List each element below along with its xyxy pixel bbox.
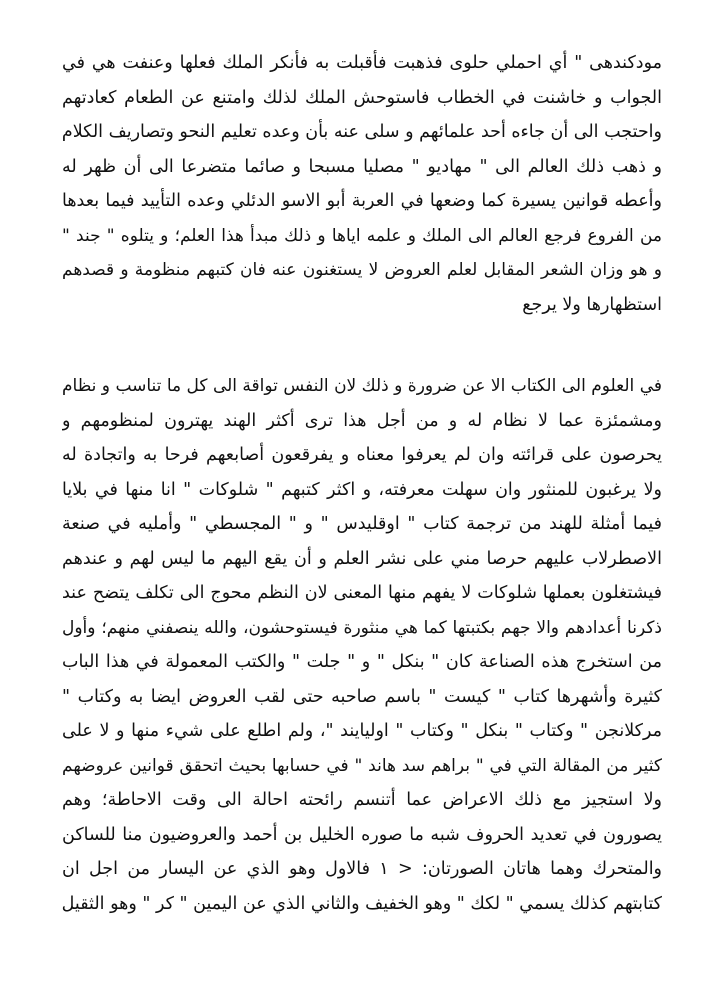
text-line: ولا يرغبون للمنثور وان سهلت معرفته، و اكثر كتبهم " شلوكات " انا منها في بلايا (62, 479, 662, 500)
text-line: و ذهب ذلك العالم الى " مهاديو " مصليا مسبحا و صائما متضرعا الى أن ظهر له (62, 156, 662, 177)
text-line: في العلوم الى الكتاب الا عن ضرورة و ذلك لان النفس تواقة الى كل ما تناسب و نظام (62, 376, 662, 396)
paragraph-2 (62, 369, 662, 921)
text-line: فيشتغلون بعملها شلوكات لا يفهم منها المعنى لان النظم محوج الى تكلف يتضح عند (62, 583, 662, 603)
text-line: من الفروع فرجع العالم الى الملك و علمه اياها و ذلك مبدأ هذا العلم؛ و يتلوه " جند " (62, 225, 662, 246)
text-line: ولا استجيز مع ذلك الاعراض عما أتنسم رائحته احالة الى وقت الاحاطة؛ وهم (62, 790, 662, 810)
text-line: كثيرة وأشهرها كتاب " كيست " باسم صاحبه حتى لقب العروض ايضا به وكتاب " (62, 686, 662, 707)
text-line: يصورون في تعديد الحروف شبه ما صوره الخليل بن أحمد والعروضيون منا للساكن (62, 824, 662, 845)
text-line: والمتحرك وهما هاتان الصورتان: < ١ فالاول وهو الذي عن اليسار من اجل ان (62, 859, 662, 879)
text-line: فيما أمثلة للهند من ترجمة كتاب " اوقليدس " و " المجسطي " وأمليه في صنعة (62, 514, 662, 534)
text-line: كتابتهم كذلك يسمي " لكك " وهو الخفيف والثاني الذي عن اليمين " كر " وهو الثقيل (62, 893, 662, 914)
text-line: الاصطرلاب عليهم حرصا مني على نشر العلم و أن يقع اليهم ما ليس لهم و عندهم (62, 548, 662, 569)
text-line: الجواب و خاشنت في الخطاب فاستوحش الملك لذلك وامتنع عن الطعام كعادتهم (62, 87, 662, 108)
text-line: يحرصون على قرائته وان لم يعرفوا معناه و يفرقعون أصابعهم فرحا به واتجادة له (62, 445, 662, 465)
text-line: واحتجب الى أن جاءه أحد علمائهم و سلى عنه بأن وعده تعليم النحو وتصاريف الكلام (62, 122, 662, 142)
text-line: وأعطه قوانين يسيرة كما وضعها في العربة أبو الاسو الدئلي وعده التأييد فيما بعدها (62, 191, 662, 211)
text-line: مودكندهى " أي احملي حلوى فذهبت فأقبلت به فأنكر الملك فعلها وعنفت هي في (62, 53, 662, 73)
text-line: ذكرنا أعدادهم والا جهم بكتبتها كما هي منثورة فيستوحشون، والله ينصفني منهم؛ وأول (62, 617, 662, 638)
text-line: ومشمئزة عما لا نظام له و من أجل هذا ترى أكثر الهند يهترون لمنظومهم و (62, 410, 662, 431)
text-line: من استخرج هذه الصناعة كان " بنكل " و " جلت " والكتب المعمولة في هذا الباب (62, 652, 662, 672)
text-line: استظهارها ولا يرجع (522, 294, 662, 315)
text-line: كثير من المقالة التي في " براهم سد هاند " في حسابها بحيث اتحقق قوانين عروضهم (62, 755, 662, 776)
text-line: و هو وزان الشعر المقابل لعلم العروض لا يستغنون عنه فان كتبهم منظومة و قصدهم (62, 260, 662, 280)
text-line: مركلانجن " وكتاب " بنكل " وكتاب " اوليايند "، ولم اطلع على شيء منها و لا على (62, 721, 662, 741)
paragraph-1 (62, 46, 662, 322)
